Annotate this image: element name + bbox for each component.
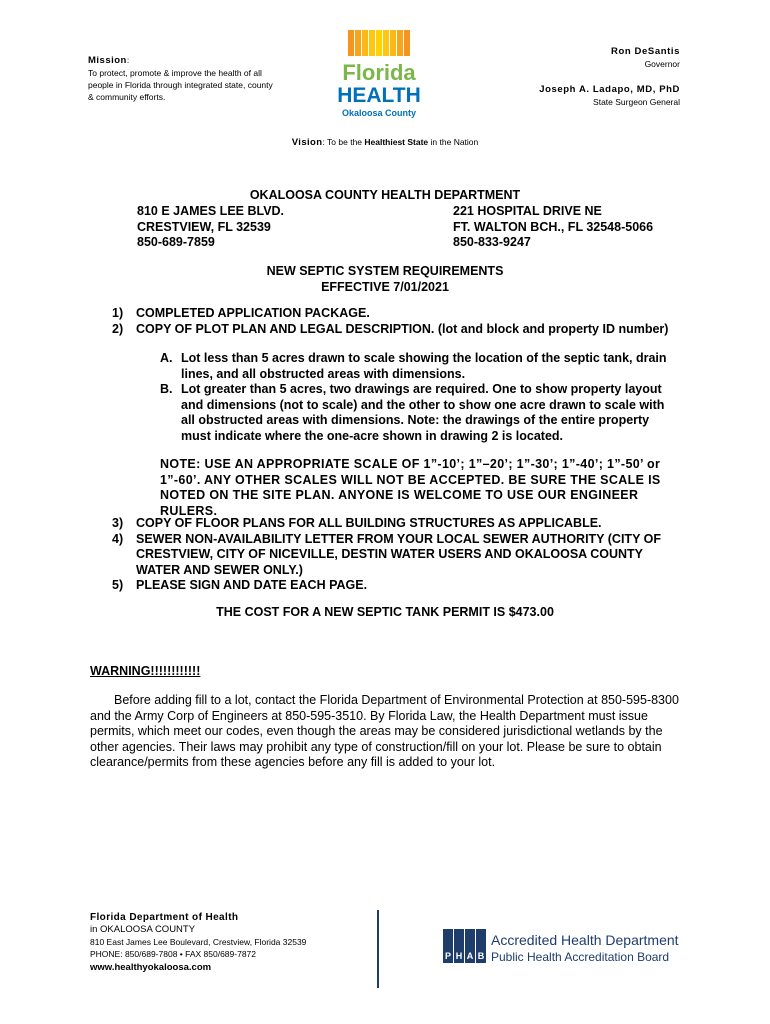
list-item-text: COPY OF FLOOR PLANS FOR ALL BUILDING STRUCTURES AS APPLICABLE. (136, 516, 602, 530)
address-line: CRESTVIEW, FL 32539 (137, 219, 271, 234)
warning-heading: WARNING!!!!!!!!!!!! (90, 664, 201, 678)
list-item (112, 532, 672, 579)
address-line: 221 HOSPITAL DRIVE NE (453, 204, 602, 218)
list-item-text: COPY OF PLOT PLAN AND LEGAL DESCRIPTION. (lot and block and property ID number) (136, 321, 669, 336)
list-item-number: 4) (112, 531, 124, 546)
phone-number: 850-689-7859 (137, 235, 215, 249)
warning-paragraph: Before adding fill to a lot, contact the Florida Department of Environmental Protection at 850-595-8300 and the Army Corp of Engineers at 850-595-3510. By Florida Law, the Health Department must issue permits, which meet our codes, even though the areas may be considered jurisdictional wetlands by the other agencies. Their laws may prohibit any type of construction/fill on your lot. Please be sure to obtain clearance/permits from these agencies before any fill is added to your lot. (90, 693, 679, 769)
phab-letter: P (444, 951, 452, 961)
fort-walton-address (453, 204, 653, 251)
list-item-number: 2) (112, 321, 124, 336)
vision-text-post: in the Nation (428, 137, 479, 147)
mission-text: To protect, promote & improve the health of all people in Florida through integrated state, county & community efforts. (88, 68, 273, 102)
list-item-text: PLEASE SIGN AND DATE EACH PAGE. (136, 578, 368, 592)
list-item-number: 3) (112, 516, 124, 530)
list-item-number: 1) (112, 306, 124, 320)
phab-letter: H (455, 951, 463, 961)
department-title: OKALOOSA COUNTY HEALTH DEPARTMENT (249, 188, 521, 202)
phab-letter: B (477, 951, 485, 961)
logo-county-text: Okaloosa County (341, 108, 417, 118)
mission-label: Mission (88, 55, 127, 66)
list-item (160, 351, 680, 382)
phab-line1: Accredited Health Department (491, 932, 679, 948)
list-item (112, 322, 692, 338)
phab-line2: Public Health Accreditation Board (491, 950, 670, 964)
footer-divider (377, 910, 379, 988)
requirements-heading: NEW SEPTIC SYSTEM REQUIREMENTS (266, 264, 504, 278)
florida-health-logo (334, 28, 424, 126)
phab-icon (443, 929, 486, 963)
requirements-title (0, 264, 770, 295)
crestview-address (137, 204, 284, 251)
effective-date: EFFECTIVE 7/01/2021 (321, 279, 449, 294)
permit-cost: THE COST FOR A NEW SEPTIC TANK PERMIT IS $473.00 (216, 605, 554, 619)
list-item-text: SEWER NON-AVAILABILITY LETTER FROM YOUR LOCAL SEWER AUTHORITY (CITY OF CRESTVIEW, CITY OF NICEVILLE, DESTIN WATER USERS AND OKALOOSA COUNTY WATER AND SEWER ONLY.) (136, 531, 662, 577)
vision-text-bold: Healthiest State (364, 137, 429, 147)
address-line: 810 E JAMES LEE BLVD. (137, 204, 285, 218)
mission-colon: : (126, 55, 130, 65)
requirements-list-part1 (112, 306, 692, 337)
footer-county: in OKALOOSA COUNTY (90, 924, 196, 935)
governor-title: Governor (644, 59, 680, 69)
list-item (112, 516, 672, 532)
phone-number: 850-833-9247 (453, 235, 531, 249)
list-item (112, 578, 672, 594)
list-item-number: 5) (112, 578, 124, 592)
mission-block (88, 54, 273, 103)
logo-florida-text: Florida (342, 60, 416, 85)
list-item (112, 306, 692, 322)
logo-health-text: HEALTH (337, 84, 421, 107)
requirements-list-part2 (112, 516, 672, 594)
footer-org-name: Florida Department of Health (90, 912, 239, 923)
list-item-letter: A. (160, 351, 173, 365)
surgeon-general-name: Joseph A. Ladapo, MD, PhD (539, 84, 680, 95)
list-item (160, 382, 680, 444)
plot-plan-sub-list (160, 351, 680, 444)
footer-address: 810 East James Lee Boulevard, Crestview, Florida 32539 (90, 937, 307, 947)
vision-label: Vision (291, 137, 323, 148)
list-item-text: Lot less than 5 acres drawn to scale showing the location of the septic tank, drain lines, and all obstructed areas with dimensions. (181, 351, 667, 381)
address-line: FT. WALTON BCH., FL 32548-5066 (453, 219, 654, 234)
vision-text-pre: To be the (324, 137, 365, 147)
surgeon-general-title: State Surgeon General (593, 97, 680, 107)
footer-phone-fax: PHONE: 850/689-7808 • FAX 850/689-7872 (90, 949, 257, 959)
sunburst-icon (346, 30, 412, 64)
list-item-text: Lot greater than 5 acres, two drawings are required. One to show property layout and dimensions (not to scale) and the other to show one acre drawn to scale with all obstructed areas with dimensions. Note: the drawings of the entire property must indicate where the one-acre shown in drawing 2 is located. (181, 382, 665, 443)
governor-name: Ron DeSantis (611, 46, 680, 57)
vision-colon: : (322, 137, 325, 147)
officials-block (450, 46, 680, 108)
phab-letter: A (466, 951, 474, 961)
scale-note: NOTE: USE AN APPROPRIATE SCALE OF 1”-10’; 1”–20’; 1”-30’; 1”-40’; 1”-50’ or 1”-60’. ANY OTHER SCALES WILL NOT BE ACCEPTED. BE SURE THE SCALE IS NOTED ON THE SITE PLAN. ANYONE IS WELCOME TO USE OUR ENGINEER RULERS. (160, 457, 661, 518)
vision-statement (0, 137, 770, 148)
footer-website-link[interactable]: www.healthyokaloosa.com (90, 962, 212, 973)
list-item-text: COMPLETED APPLICATION PACKAGE. (136, 306, 370, 320)
phab-accreditation-logo (443, 925, 688, 967)
list-item-letter: B. (160, 382, 173, 396)
footer-contact (90, 912, 350, 974)
